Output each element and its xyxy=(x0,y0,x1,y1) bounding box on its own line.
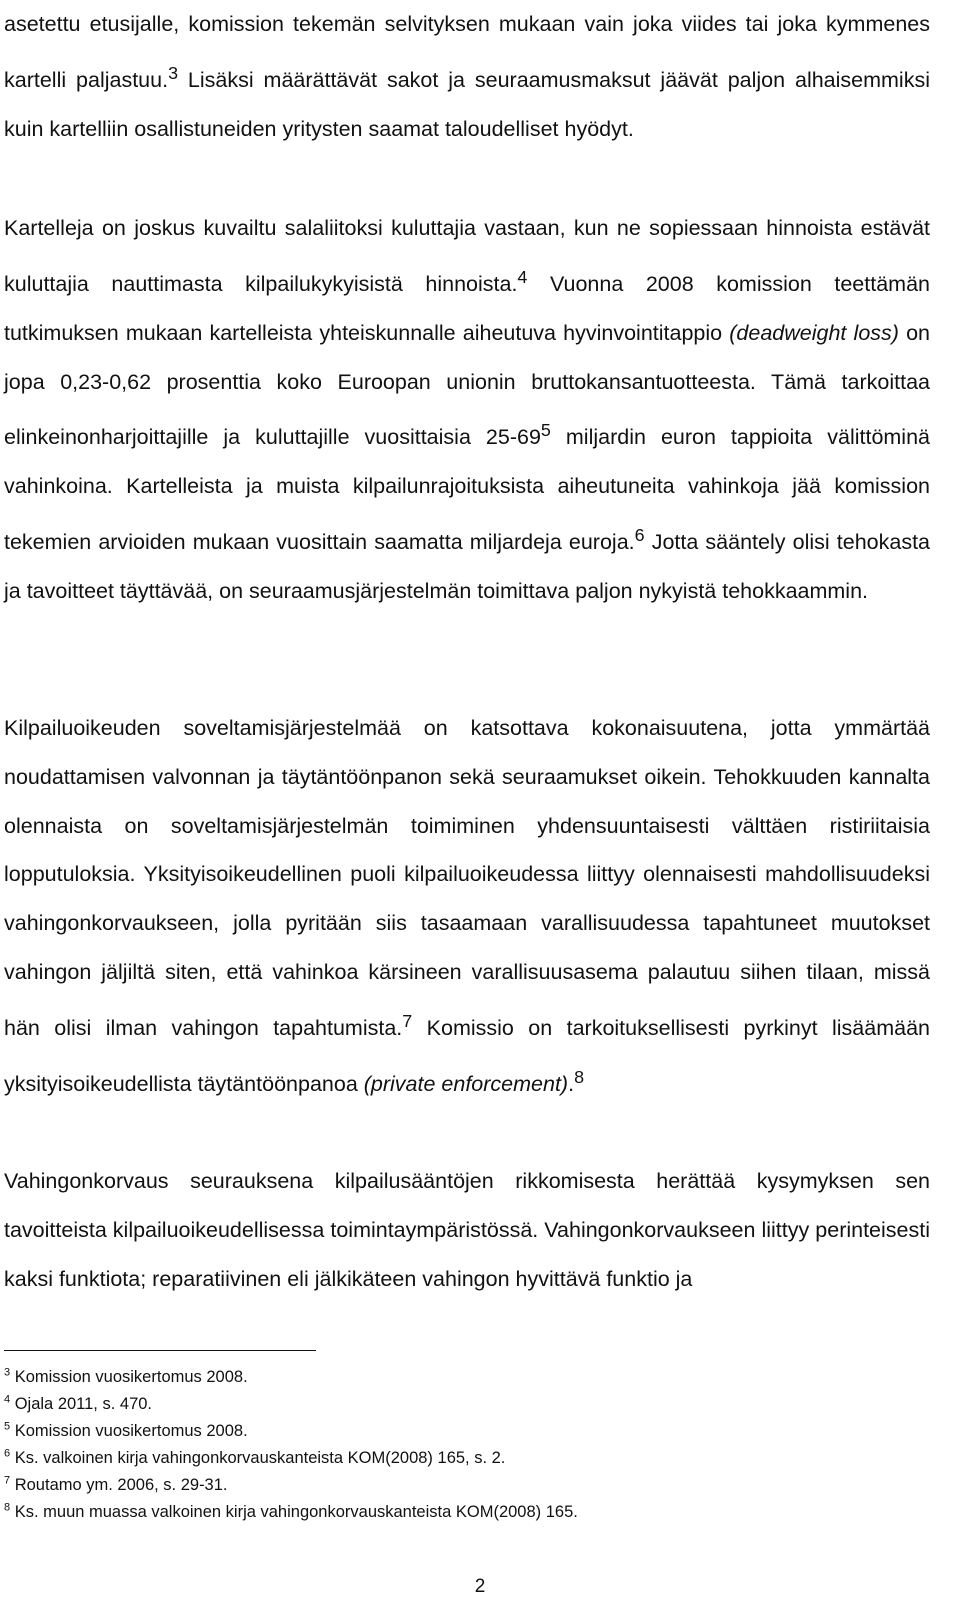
footnote-number: 3 xyxy=(4,1366,11,1379)
italic-term: (private enforcement) xyxy=(363,1071,569,1096)
paragraph-1 xyxy=(4,0,930,154)
footnote-reference: 5 xyxy=(540,420,551,441)
footnote-reference: 8 xyxy=(574,1066,585,1087)
footnote-4 xyxy=(4,1391,904,1418)
text-run: Jotta sääntely olisi tehokasta ja tavoitteet täyttävää, on seuraamusjärjestelmän toimittava paljon nykyistä tehokkaammin. xyxy=(4,530,931,604)
text-run: miljardin euron tappioita välittöminä vahinkoina. Kartelleista ja muista kilpailunrajoituksista aiheutuneita vahinkoja jää komission tekemien arvioiden mukaan vuosittain saamatta miljardeja euroja. xyxy=(4,425,930,555)
paragraph-4 xyxy=(4,1157,930,1303)
italic-term: (deadweight loss) xyxy=(729,320,899,345)
text-run: on jopa 0,23‐0,62 prosenttia koko Euroopan unionin bruttokansantuotteesta. Tämä tarkoittaa elinkeinonharjoittajille ja kuluttajille vuosittaisia 25-69 xyxy=(4,320,930,450)
text-run: Komissio on tarkoituksellisesti pyrkinyt lisäämään yksityisoikeudellista täytäntöönpanoa xyxy=(4,1015,931,1096)
paragraph-3 xyxy=(4,704,930,1109)
text-run: asetettu etusijalle, komission tekemän selvityksen mukaan vain joka viides tai joka kymmenes kartelli paljastuu. xyxy=(4,12,930,92)
footnote-reference: 3 xyxy=(168,62,179,83)
text-run: Kilpailuoikeuden soveltamisjärjestelmää on katsottava kokonaisuutena, jotta ymmärtää noudattamisen valvonnan ja täytäntöönpanon sekä seuraamukset oikein. Tehokkuuden kannalta olennaista on soveltamisjärjestelmän toimiminen yhdensuuntaisesti välttäen ristiriitaisia lopputuloksia. Yksityisoikeudellinen puoli kilpailuoikeudessa liittyy olennaisesti mahdollisuudeksi vahingonkorvaukseen, jolla pyritään siis tasaamaan varallisuudessa tapahtuneet muutokset vahingon jäljiltä siten, että vahinkoa kärsineen varallisuusasema palautuu siihen tilaan, missä hän olisi ilman vahingon tapahtumista. xyxy=(4,716,930,1040)
footnote-number: 6 xyxy=(4,1447,11,1460)
footnote-3 xyxy=(4,1364,904,1391)
footnote-text: Ojala 2011, s. 470. xyxy=(14,1395,153,1413)
footnote-text: Ks. muun muassa valkoinen kirja vahingonkorvauskanteista KOM(2008) 165. xyxy=(14,1503,578,1521)
footnote-reference: 6 xyxy=(634,525,645,546)
paragraph-2 xyxy=(4,204,930,616)
text-run: . xyxy=(568,1071,575,1096)
footnote-7 xyxy=(4,1472,904,1499)
footnote-number: 8 xyxy=(4,1501,11,1514)
footnote-text: Komission vuosikertomus 2008. xyxy=(14,1422,248,1440)
footnote-number: 7 xyxy=(4,1474,11,1487)
text-run: Vuonna 2008 komission teettämän tutkimuksen mukaan kartelleista yhteiskunnalle aiheutuva hyvinvointitappio xyxy=(4,271,930,345)
footnote-reference: 4 xyxy=(517,266,528,287)
footnotes xyxy=(4,1364,904,1526)
footnote-separator xyxy=(4,1350,316,1351)
footnote-text: Routamo ym. 2006, s. 29-31. xyxy=(14,1476,228,1494)
footnote-number: 4 xyxy=(4,1393,11,1406)
footnote-text: Ks. valkoinen kirja vahingonkorvauskanteista KOM(2008) 165, s. 2. xyxy=(14,1449,506,1467)
footnote-6 xyxy=(4,1445,904,1472)
page-number: 2 xyxy=(474,1576,486,1597)
text-run: Kartelleja on joskus kuvailtu salaliitoksi kuluttajia vastaan, kun ne sopiessaan hinnoista estävät kuluttajia nauttimasta kilpailukykyisistä hinnoista. xyxy=(4,216,930,296)
footnote-text: Komission vuosikertomus 2008. xyxy=(14,1368,248,1386)
footnote-8 xyxy=(4,1499,904,1526)
footnote-number: 5 xyxy=(4,1420,11,1433)
text-run: Vahingonkorvaus seurauksena kilpailusääntöjen rikkomisesta herättää kysymyksen sen tavoitteista kilpailuoikeudellisessa toimintaympäristössä. Vahingonkorvaukseen liittyy perinteisesti kaksi funktiota; reparatiivinen eli jälkikäteen vahingon hyvittävä funktio ja xyxy=(4,1169,930,1291)
text-run: Lisäksi määrättävät sakot ja seuraamusmaksut jäävät paljon alhaisemmiksi kuin kartelliin osallistuneiden yritysten saamat taloudelliset hyödyt. xyxy=(4,67,930,141)
footnote-reference: 7 xyxy=(402,1010,413,1031)
footnote-5 xyxy=(4,1418,904,1445)
